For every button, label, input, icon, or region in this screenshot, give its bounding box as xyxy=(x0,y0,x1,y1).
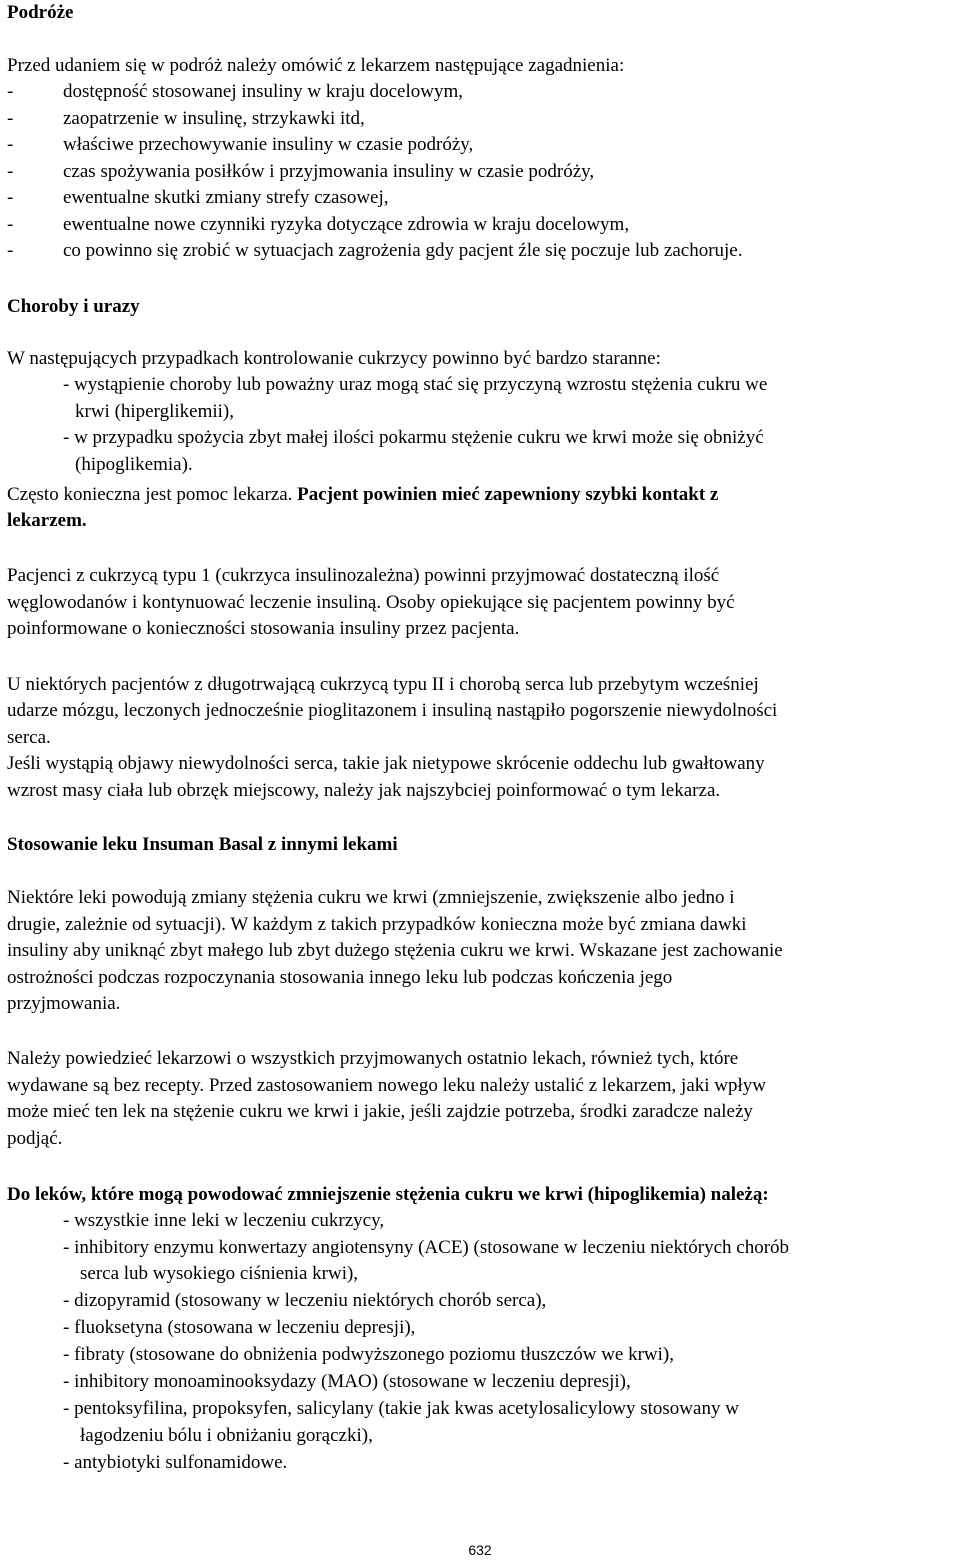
list-item: - fibraty (stosowane do obniżenia podwyższonego poziomu tłuszczów we krwi), xyxy=(63,1344,674,1365)
list-item-text: zaopatrzenie w insulinę, strzykawki itd, xyxy=(63,108,365,129)
heart-paragraph-line: wzrost masy ciała lub obrzęk miejscowy, należy jak najszybciej poinformować o tym lekarza. xyxy=(7,780,721,801)
list-item: - inhibitory monoaminooksydazy (MAO) (stosowane w leczeniu depresji), xyxy=(63,1371,631,1392)
page-number: 632 xyxy=(468,1542,492,1558)
section-heading-travel: Podróże xyxy=(7,2,74,23)
list-item: - antybiotyki sulfonamidowe. xyxy=(63,1452,288,1473)
list-item-text: ewentualne nowe czynniki ryzyka dotyczące zdrowia w kraju docelowym, xyxy=(63,214,630,235)
heart-paragraph-line: udarze mózgu, leczonych jednocześnie pioglitazonem i insuliną nastąpiło pogorszenie niewydolności xyxy=(7,700,778,721)
heart-paragraph-line: Jeśli wystąpią objawy niewydolności serca, takie jak nietypowe skrócenie oddechu lub gwałtowany xyxy=(7,753,765,774)
type1-paragraph-line: Pacjenci z cukrzycą typu 1 (cukrzyca insulinozależna) powinni przyjmować dostateczną ilość xyxy=(7,565,720,586)
list-dash: - xyxy=(7,161,14,182)
illness-note-bold: Pacjent powinien mieć zapewniony szybki kontakt z xyxy=(297,484,719,505)
illness-note-bold-cont: lekarzem. xyxy=(7,510,87,531)
section-heading-hypoglycemia: Do leków, które mogą powodować zmniejszenie stężenia cukru we krwi (hipoglikemia) należą: xyxy=(7,1184,769,1205)
list-item: - inhibitory enzymu konwertazy angiotensyny (ACE) (stosowane w leczeniu niektórych chorób xyxy=(63,1237,790,1258)
illness-item-1-cont: krwi (hiperglikemii), xyxy=(75,401,235,422)
interactions-p2-line: podjąć. xyxy=(7,1128,63,1149)
list-dash: - xyxy=(7,81,14,102)
interactions-p1-line: drugie, zależnie od sytuacji). W każdym z takich przypadków konieczna może być zmiana dawki xyxy=(7,914,747,935)
list-item-text: dostępność stosowanej insuliny w kraju docelowym, xyxy=(63,81,464,102)
illness-note-plain: Często konieczna jest pomoc lekarza. xyxy=(7,484,293,505)
heart-paragraph-line: U niektórych pacjentów z długotrwającą cukrzycą typu II i chorobą serca lub przebytym wcześniej xyxy=(7,674,759,695)
interactions-p2-line: wydawane są bez recepty. Przed zastosowaniem nowego leku należy ustalić z lekarzem, jaki wpływ xyxy=(7,1075,766,1096)
list-item-text: co powinno się zrobić w sytuacjach zagrożenia gdy pacjent źle się poczuje lub zachoruje. xyxy=(63,240,743,261)
interactions-p1-line: ostrożności podczas rozpoczynania stosowania innego leku lub podczas kończenia jego xyxy=(7,967,673,988)
type1-paragraph-line: węglowodanów i kontynuować leczenie insuliną. Osoby opiekujące się pacjentem powinny być xyxy=(7,592,735,613)
list-dash: - xyxy=(7,240,14,261)
interactions-p2-line: Należy powiedzieć lekarzowi o wszystkich przyjmowanych ostatnio lekach, również tych, które xyxy=(7,1048,739,1069)
list-item-cont: serca lub wysokiego ciśnienia krwi), xyxy=(80,1263,359,1284)
list-item: - wszystkie inne leki w leczeniu cukrzycy, xyxy=(63,1210,385,1231)
list-item: - fluoksetyna (stosowana w leczeniu depresji), xyxy=(63,1317,416,1338)
illness-note xyxy=(7,482,718,509)
heart-paragraph-line: serca. xyxy=(7,727,51,748)
list-dash: - xyxy=(7,187,14,208)
list-item-text: właściwe przechowywanie insuliny w czasie podróży, xyxy=(63,134,474,155)
interactions-p1-line: Niektóre leki powodują zmiany stężenia cukru we krwi (zmniejszenie, zwiększenie albo jedno i xyxy=(7,887,735,908)
list-item: - pentoksyfilina, propoksyfen, salicylany (takie jak kwas acetylosalicylowy stosowany w xyxy=(63,1398,739,1419)
interactions-p1-line: insuliny aby uniknąć zbyt małego lub zbyt dużego stężenia cukru we krwi. Wskazane jest zachowanie xyxy=(7,940,783,961)
illness-intro: W następujących przypadkach kontrolowanie cukrzycy powinno być bardzo staranne: xyxy=(7,348,661,369)
list-dash: - xyxy=(7,134,14,155)
list-item-cont: łagodzeniu bólu i obniżaniu gorączki), xyxy=(80,1425,373,1446)
list-item-text: czas spożywania posiłków i przyjmowania insuliny w czasie podróży, xyxy=(63,161,595,182)
section-heading-interactions: Stosowanie leku Insuman Basal z innymi lekami xyxy=(7,834,398,855)
travel-intro: Przed udaniem się w podróż należy omówić z lekarzem następujące zagadnienia: xyxy=(7,55,625,76)
list-dash: - xyxy=(7,108,14,129)
section-heading-illness: Choroby i urazy xyxy=(7,296,140,317)
illness-item-2-cont: (hipoglikemia). xyxy=(75,454,193,475)
list-dash: - xyxy=(7,214,14,235)
list-item: - dizopyramid (stosowany w leczeniu niektórych chorób serca), xyxy=(63,1290,547,1311)
interactions-p1-line: przyjmowania. xyxy=(7,993,121,1014)
illness-item-2: - w przypadku spożycia zbyt małej ilości pokarmu stężenie cukru we krwi może się obniżyć xyxy=(63,427,764,448)
type1-paragraph-line: poinformowane o konieczności stosowania insuliny przez pacjenta. xyxy=(7,618,520,639)
list-item-text: ewentualne skutki zmiany strefy czasowej, xyxy=(63,187,389,208)
interactions-p2-line: może mieć ten lek na stężenie cukru we krwi i jakie, jeśli zajdzie potrzeba, środki zaradcze należy xyxy=(7,1101,753,1122)
illness-item-1: - wystąpienie choroby lub poważny uraz mogą stać się przyczyną wzrostu stężenia cukru we xyxy=(63,374,768,395)
